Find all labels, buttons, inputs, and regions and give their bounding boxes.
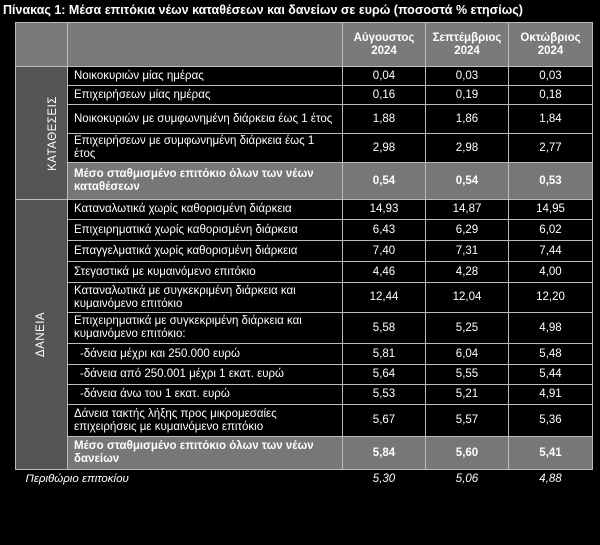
row-label: Επιχειρηματικά με συγκεκριμένη διάρκεια και κυμαινόμενο επιτόκιο:: [68, 313, 343, 344]
value-cell: 7,31: [426, 241, 509, 262]
value-cell: 5,36: [509, 405, 593, 437]
table-row: [16, 313, 593, 344]
section-label-cell: [16, 67, 68, 200]
value-cell: 2,98: [426, 134, 509, 163]
value-cell: 0,54: [426, 163, 509, 200]
column-header: [426, 23, 509, 67]
row-label: -δάνεια από 250.001 μέχρι 1 εκατ. ευρώ: [68, 365, 343, 385]
column-header: [509, 23, 593, 67]
value-cell: 5,57: [426, 405, 509, 437]
row-label: Καταναλωτικά χωρίς καθορισμένη διάρκεια: [68, 200, 343, 220]
value-cell: 5,58: [343, 313, 426, 344]
footer-label: Περιθώριο επιτοκίου: [16, 470, 343, 489]
value-cell: 2,77: [509, 134, 593, 163]
row-label: Επιχειρηματικά χωρίς καθορισμένη διάρκεια: [68, 220, 343, 241]
value-cell: 5,21: [426, 385, 509, 405]
value-cell: 4,98: [509, 313, 593, 344]
value-cell: 6,02: [509, 220, 593, 241]
row-label: -δάνεια άνω του 1 εκατ. ευρώ: [68, 385, 343, 405]
summary-row: [16, 163, 593, 200]
value-cell: 1,84: [509, 105, 593, 134]
value-cell: 5,64: [343, 365, 426, 385]
table-row: [16, 283, 593, 313]
table-row: [16, 385, 593, 405]
row-label: Καταναλωτικά με συγκεκριμένη διάρκεια και κυμαινόμενο επιτόκιο: [68, 283, 343, 313]
value-cell: 6,43: [343, 220, 426, 241]
value-cell: 4,46: [343, 262, 426, 283]
table-row: [16, 365, 593, 385]
row-label: Μέσο σταθμισμένο επιτόκιο όλων των νέων καταθέσεων: [68, 163, 343, 200]
table-row: [16, 405, 593, 437]
row-label: Στεγαστικά με κυμαινόμενο επιτόκιο: [68, 262, 343, 283]
value-cell: 5,67: [343, 405, 426, 437]
value-cell: 1,88: [343, 105, 426, 134]
value-cell: 0,54: [343, 163, 426, 200]
table-row: [16, 105, 593, 134]
value-cell: 0,16: [343, 86, 426, 105]
section-label: ΚΑΤΑΘΕΣΕΙΣ: [46, 95, 59, 171]
value-cell: 1,86: [426, 105, 509, 134]
table-row: [16, 220, 593, 241]
column-header-month: Οκτώβριος: [520, 31, 581, 44]
footer-value: 5,30: [343, 470, 426, 489]
value-cell: 5,60: [426, 437, 509, 470]
table-row: [16, 67, 593, 86]
value-cell: 14,87: [426, 200, 509, 220]
value-cell: 5,44: [509, 365, 593, 385]
row-label: Νοικοκυριών μίας ημέρας: [68, 67, 343, 86]
value-cell: 12,44: [343, 283, 426, 313]
value-cell: 5,41: [509, 437, 593, 470]
column-header-year: 2024: [537, 44, 564, 57]
value-cell: 4,28: [426, 262, 509, 283]
column-header-month: Σεπτέμβριος: [432, 31, 502, 44]
table-row: [16, 86, 593, 105]
value-cell: 5,55: [426, 365, 509, 385]
value-cell: 5,48: [509, 344, 593, 365]
value-cell: 7,44: [509, 241, 593, 262]
footer-row: [16, 470, 593, 489]
column-header: [343, 23, 426, 67]
row-label: Επιχειρήσεων με συμφωνημένη διάρκεια έως 1 έτος: [68, 134, 343, 163]
column-header-month: Αύγουστος: [353, 31, 415, 44]
row-label: Μέσο σταθμισμένο επιτόκιο όλων των νέων δανείων: [68, 437, 343, 470]
value-cell: 0,03: [426, 67, 509, 86]
section-label-cell: [16, 200, 68, 470]
value-cell: 0,18: [509, 86, 593, 105]
value-cell: 5,53: [343, 385, 426, 405]
value-cell: 14,93: [343, 200, 426, 220]
footer-value: 5,06: [426, 470, 509, 489]
value-cell: 6,29: [426, 220, 509, 241]
value-cell: 7,40: [343, 241, 426, 262]
footer-value: 4,88: [509, 470, 593, 489]
table-row: [16, 241, 593, 262]
summary-row: [16, 437, 593, 470]
value-cell: 4,91: [509, 385, 593, 405]
row-label: Επαγγελματικά χωρίς καθορισμένη διάρκεια: [68, 241, 343, 262]
value-cell: 6,04: [426, 344, 509, 365]
table-row: [16, 200, 593, 220]
column-header-year: 2024: [454, 44, 480, 57]
value-cell: 14,95: [509, 200, 593, 220]
table-row: [16, 134, 593, 163]
value-cell: 5,84: [343, 437, 426, 470]
row-label: -δάνεια μέχρι και 250.000 ευρώ: [68, 344, 343, 365]
table-title: Πίνακας 1: Μέσα επιτόκια νέων καταθέσεων και δανείων σε ευρώ (ποσοστά % ετησίως): [3, 3, 523, 17]
header-row: [16, 23, 593, 67]
value-cell: 0,53: [509, 163, 593, 200]
header-blank-cell: [16, 23, 68, 67]
value-cell: 0,03: [509, 67, 593, 86]
section-label: ΔΑΝΕΙΑ: [34, 311, 47, 358]
interest-rates-table: [15, 22, 593, 489]
value-cell: 5,25: [426, 313, 509, 344]
value-cell: 12,04: [426, 283, 509, 313]
table-row: [16, 344, 593, 365]
row-label: Επιχειρήσεων μίας ημέρας: [68, 86, 343, 105]
table-row: [16, 262, 593, 283]
value-cell: 12,20: [509, 283, 593, 313]
value-cell: 0,04: [343, 67, 426, 86]
value-cell: 2,98: [343, 134, 426, 163]
row-label: Δάνεια τακτής λήξης προς μικρομεσαίες επιχειρήσεις με κυμαινόμενο επιτόκιο: [68, 405, 343, 437]
header-label-cell: [68, 23, 343, 67]
value-cell: 4,00: [509, 262, 593, 283]
value-cell: 0,19: [426, 86, 509, 105]
value-cell: 5,81: [343, 344, 426, 365]
column-header-year: 2024: [371, 44, 397, 57]
row-label: Νοικοκυριών με συμφωνημένη διάρκεια έως 1 έτος: [68, 105, 343, 134]
